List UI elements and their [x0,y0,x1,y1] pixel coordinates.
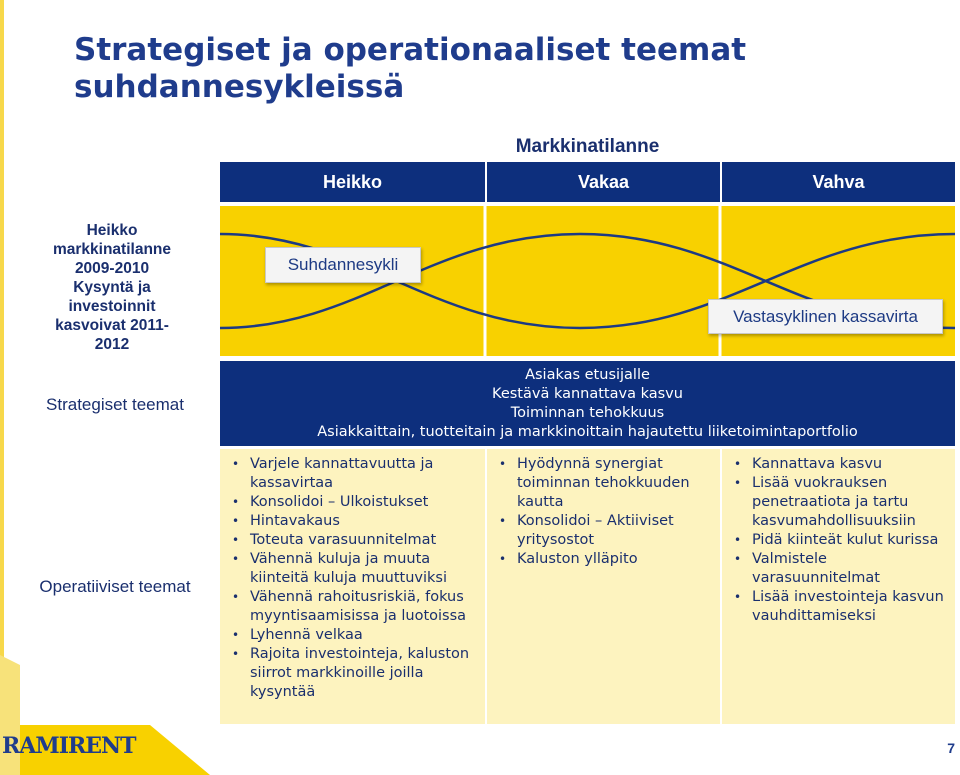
weak-market-note [22,221,202,354]
page-title [74,32,914,106]
list-item: • Valmistele varasuunnitelmat [752,550,951,588]
strategic-theme: Toiminnan tehokkuus [510,404,665,421]
operational-themes-grid [220,449,955,724]
column-header-weak: Heikko [220,162,485,202]
note-line: investoinnit [68,298,156,315]
row-label-strategic: Strategiset teemat [46,395,184,414]
note-line: kasvoivat 2011- [55,317,169,334]
page-number: 7 [947,740,955,756]
column-header-strong: Vahva [722,162,955,202]
ops-column-stable [487,449,720,724]
list-item: • Kannattava kasvu [752,455,951,474]
list-item: • Lisää investointeja kasvun vauhdittamiseksi [752,588,951,626]
list-item: • Rajoita investointeja, kaluston siirrot markkinoille joilla kysyntää [250,645,481,702]
note-line: 2009-2010 [74,260,150,277]
list-item: • Hyödynnä synergiat toiminnan tehokkuuden kautta [517,455,716,512]
left-accent-bar [0,0,4,660]
note-line: markkinatilanne [52,241,172,258]
list-item: • Hintavakaus [250,512,481,531]
market-situation-title: Markkinatilanne [515,136,660,157]
list-item: • Vähennä rahoitusriskiä, fokus myyntisaamisissa ja luotoissa [250,588,481,626]
counter-cash-flow-label: Vastasyklinen kassavirta [708,299,943,334]
list-item: • Toteuta varasuunnitelmat [250,531,481,550]
list-item: • Konsolidoi – Ulkoistukset [250,493,481,512]
list-item: • Pidä kiinteät kulut kurissa [752,531,951,550]
strategic-themes-box [220,361,955,446]
strategic-theme: Kestävä kannattava kasvu [492,385,683,402]
list-item: • Lisää vuokrauksen penetraatiota ja tartu kasvumahdollisuuksiin [752,474,951,531]
list-item: • Vähennä kuluja ja muuta kiinteitä kuluja muuttuviksi [250,550,481,588]
strategic-theme: Asiakas etusijalle [525,366,650,383]
list-item: • Varjele kannattavuutta ja kassavirtaa [250,455,481,493]
list-item: • Lyhennä velkaa [250,626,481,645]
ops-column-strong [722,449,955,724]
ops-column-weak [220,449,485,724]
row-label-operational: Operatiiviset teemat [39,577,191,596]
list-item: • Kaluston ylläpito [517,550,716,569]
note-line: Kysyntä ja [73,279,151,296]
ramirent-logo: RAMIRENT [2,733,136,759]
title-line-1: Strategiset ja operationaaliset teemat [74,32,747,68]
title-line-2: suhdannesykleissä [74,69,405,105]
strategic-theme: Asiakkaittain, tuotteitain ja markkinoittain hajautettu liiketoimintaportfolio [317,423,858,440]
column-header-stable: Vakaa [487,162,720,202]
list-item: • Konsolidoi – Aktiiviset yritysostot [517,512,716,550]
note-line: Heikko [86,222,138,239]
cycle-label: Suhdannesykli [265,247,421,283]
note-line: 2012 [94,336,130,353]
